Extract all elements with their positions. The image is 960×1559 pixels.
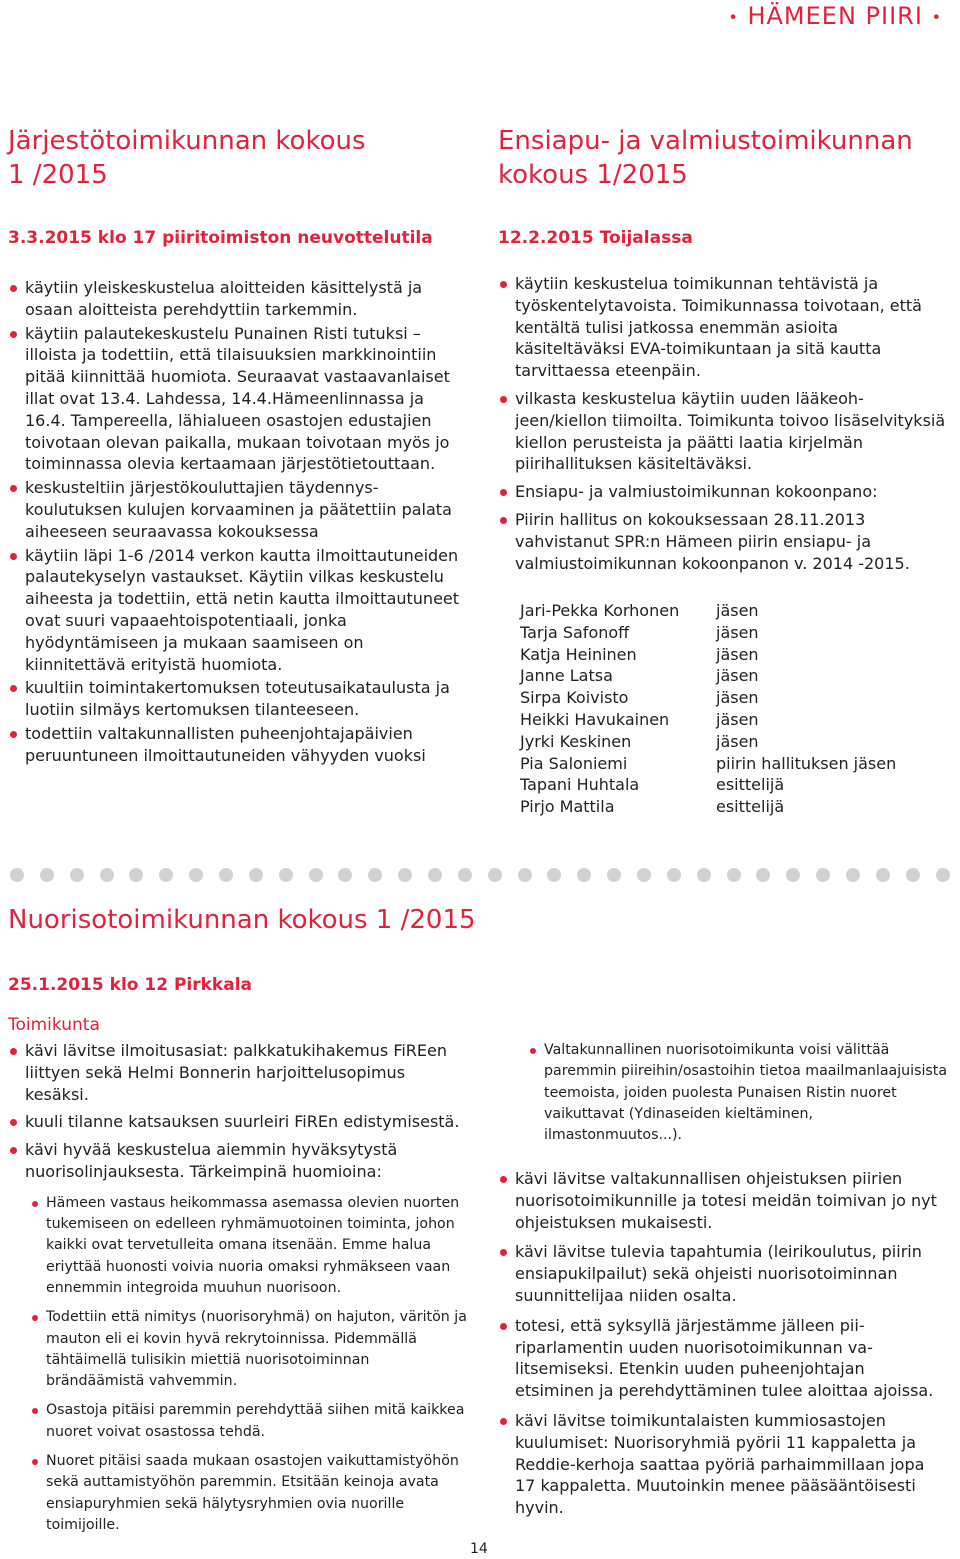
member-name: Jari-Pekka Korhonen (520, 601, 680, 620)
dot-separator (10, 868, 950, 882)
list-item: totesi, että syksyllä järjestämme jälleen piiriparlamentin uuden nuorisotoimikunnan valitsemiseksi. Etenkin uuden puheenjohtajan etsiminen ja perehdyttäminen tulee aloittaa ajoissa. (498, 1315, 948, 1402)
member-role: jäsen (716, 709, 759, 729)
right-bullet-list (498, 273, 948, 574)
separator-dot (846, 868, 860, 882)
separator-dot (936, 868, 950, 882)
page-number: 14 (470, 1541, 488, 1557)
separator-dot (10, 868, 24, 882)
separator-dot (70, 868, 84, 882)
left-title-line2: 1 /2015 (8, 160, 108, 190)
header-dot-right: • (931, 7, 942, 27)
member-name: Jyrki Keskinen (520, 731, 632, 751)
list-item: käytiin yleiskeskustelua aloitteiden käsittelystä ja osaan aloitteista perehdyttiin tarkemmin. (8, 277, 468, 321)
left-bullet-list (8, 277, 468, 767)
separator-dot (338, 868, 352, 882)
right-title (498, 124, 953, 192)
page-header (728, 2, 942, 30)
separator-dot (129, 868, 143, 882)
member-row (520, 600, 896, 622)
bottom-right-list (498, 1168, 948, 1519)
list-item: keskusteltiin järjestökouluttajien täydennyskoulutuksen kulujen korvaaminen ja päätettiin palata aiheeseen seuraavassa kokouksessa (8, 477, 468, 542)
separator-dot (488, 868, 502, 882)
member-role: esittelijä (716, 797, 785, 817)
separator-dot (577, 868, 591, 882)
bottom-label: Toimikunta (8, 1015, 100, 1035)
list-item: kuultiin toimintakertomuksen toteutusaikataulusta ja luotiin silmäys kertomuksen tilanteeseen. (8, 677, 468, 721)
member-row (520, 796, 896, 818)
separator-dot (428, 868, 442, 882)
separator-dot (249, 868, 263, 882)
list-item: kävi lävitse tulevia tapahtumia (leirikoulutus, piirin ensiapukilpailut) sekä ohjeisti nuorisotoiminnan suunnittelijaa niiden osalta. (498, 1241, 948, 1306)
list-item: Hämeen vastaus heikommassa asemassa olevien nuorten tukemiseen on edelleen ryhmämuotoinen toiminta, johon kaikki ovat tervetulleita omana itsenään. Emme halua eriyttää huonosti voivia nuoria omaksi ryhmäkseen vaan ennemmin integroida muuhun nuorisoon. (30, 1193, 468, 1299)
list-item: kävi hyvää keskustelua aiemmin hyväksytystä nuorisolinjauksesta. Tärkeimpinä huomioina: (8, 1139, 468, 1183)
list-item: kuuli tilanne katsauksen suurleiri FiREn edistymisestä. (8, 1111, 468, 1133)
member-row (520, 709, 896, 731)
bottom-subheading: 25.1.2015 klo 12 Pirkkala (8, 975, 252, 995)
separator-dot (697, 868, 711, 882)
right-subheading: 12.2.2015 Toijalassa (498, 228, 693, 248)
separator-dot (398, 868, 412, 882)
separator-dot (279, 868, 293, 882)
list-item: Osastoja pitäisi paremmin perehdyttää siihen mitä kaikkea nuoret voivat osastossa tehdä. (30, 1400, 468, 1443)
bottom-left-list (8, 1040, 468, 1183)
list-item: Ensiapu- ja valmiustoimikunnan kokoonpano: (498, 481, 948, 503)
member-row (520, 622, 896, 644)
member-role: jäsen (716, 622, 759, 642)
member-row (520, 731, 896, 753)
bottom-right-top-list (528, 1040, 950, 1146)
separator-dot (368, 868, 382, 882)
right-body (498, 273, 948, 576)
list-item: Todettiin että nimitys (nuorisoryhmä) on hajuton, väritön ja mauton eli ei kovin hyvä rekrytoinnissa. Pidemmällä tähtäimellä tulisikin miettiä nuorisotoiminnan brändäämistä vahvemmin. (30, 1307, 468, 1392)
right-section (498, 124, 953, 192)
list-item: kävi lävitse valtakunnallisen ohjeistuksen piirien nuorisotoimikunnille ja totesi meidän toimivan jo nyt ohjeistuksen mukaisesti. (498, 1168, 948, 1233)
list-item: käytiin läpi 1-6 /2014 verkon kautta ilmoittautuneiden palautekyselyn vastaukset. Käytiin vilkas keskustelu aiheesta ja todettiin, että netin kautta ilmoittautuneet ovat suuri vapaaehtoispotentiaali, jonka hyödyntämiseen ja mukaan saamiseen on kiinnitettävä erityistä huomiota. (8, 545, 468, 676)
list-item: vilkasta keskustelua käytiin uuden lääkeohjeen/kiellon tiimoilta. Toimikunta toivoo lisäselvityksiä kiellon perusteista ja päätti laatia kirjelmän piirihallituksen käsiteltäväksi. (498, 388, 948, 475)
member-role: jäsen (716, 601, 759, 620)
member-role: jäsen (716, 666, 759, 686)
member-role: jäsen (716, 688, 759, 708)
left-section (8, 124, 478, 192)
separator-dot (906, 868, 920, 882)
member-name: Sirpa Koivisto (520, 688, 629, 708)
bottom-left-body (8, 1040, 468, 1544)
members-block (520, 600, 950, 818)
member-name: Tapani Huhtala (520, 775, 640, 795)
right-title-line1: Ensiapu- ja valmiustoimikunnan (498, 126, 913, 156)
header-dot-left: • (728, 7, 739, 27)
members-table (520, 600, 896, 818)
separator-dot (876, 868, 890, 882)
list-item: todettiin valtakunnallisten puheenjohtajapäivien peruuntuneen ilmoittautuneiden vähyyden vuoksi (8, 723, 468, 767)
member-row (520, 644, 896, 666)
separator-dot (727, 868, 741, 882)
list-item: kävi lävitse ilmoitusasiat: palkkatukihakemus FiREen liittyen sekä Helmi Bonnerin harjoittelusopimus kesäksi. (8, 1040, 468, 1105)
left-subheading: 3.3.2015 klo 17 piiritoimiston neuvottelutila (8, 228, 433, 248)
member-row (520, 687, 896, 709)
member-role: jäsen (716, 731, 759, 751)
separator-dot (100, 868, 114, 882)
list-item: Nuoret pitäisi saada mukaan osastojen vaikuttamistyöhön sekä auttamistyöhön paremmin. Etsitään keinoja avata ensiapuryhmien sekä hälytysryhmien ovia nuorille toimijoille. (30, 1451, 468, 1536)
member-name: Katja Heininen (520, 644, 637, 664)
member-row (520, 753, 896, 775)
left-title-line1: Järjestötoimikunnan kokous (8, 126, 366, 156)
separator-dot (607, 868, 621, 882)
left-body (8, 277, 468, 769)
list-item: käytiin keskustelua toimikunnan tehtävistä ja työskentelytavoista. Toimikunnassa toivotaan, että kentältä tulisi jatkossa enemmän asioita käsiteltäväksi EVA-toimikuntaan ja sitä kautta tarvittaessa eteenpäin. (498, 273, 948, 382)
member-name: Janne Latsa (520, 666, 613, 686)
bottom-title-wrap (8, 903, 948, 937)
member-name: Pirjo Mattila (520, 797, 615, 817)
member-name: Heikki Havukainen (520, 709, 670, 729)
separator-dot (40, 868, 54, 882)
member-role: esittelijä (716, 775, 785, 795)
list-item: Valtakunnallinen nuorisotoimikunta voisi välittää paremmin piireihin/osastoihin tietoa maailmanlaajuisista teemoista, joiden puolesta Punaisen Ristin nuoret vaikuttavat (Ydinaseiden kieltäminen, ilmastonmuutos...). (528, 1040, 950, 1146)
separator-dot (786, 868, 800, 882)
separator-dot (756, 868, 770, 882)
list-item: Piirin hallitus on kokouksessaan 28.11.2013 vahvistanut SPR:n Hämeen piirin ensiapu- ja valmiustoimikunnan kokoonpanon v. 2014 -2015. (498, 509, 948, 574)
separator-dot (547, 868, 561, 882)
member-role: jäsen (716, 644, 759, 664)
separator-dot (816, 868, 830, 882)
list-item: käytiin palautekeskustelu Punainen Risti tutuksi –illoista ja todettiin, että tilaisuuksien markkinointiin pitää kiinnittää huomiota. Seuraavat vastaavanlaiset illat ovat 13.4. Lahdessa, 14.4.Hämeenlinnassa ja 16.4. Tampereella, lähialueen osastojen edustajien toivotaan olevan paikalla, mukaan toivotaan myös jo toiminnassa olevia kertaamaan järjestötietouttaan. (8, 323, 468, 476)
left-title (8, 124, 478, 192)
separator-dot (637, 868, 651, 882)
separator-dot (667, 868, 681, 882)
separator-dot (309, 868, 323, 882)
list-item: kävi lävitse toimikuntalaisten kummiosastojen kuulumiset: Nuorisoryhmiä pyörii 11 kappaletta ja Reddie-kerhoja saattaa pyöriä parhaimmillaan jopa 17 kappaletta. Muutoinkin menee pääsääntöisesti hyvin. (498, 1410, 948, 1519)
bottom-right-body (498, 1168, 948, 1521)
member-row (520, 665, 896, 687)
member-name: Tarja Safonoff (520, 622, 630, 642)
member-row (520, 774, 896, 796)
bottom-sub-list (30, 1193, 468, 1536)
right-title-line2: kokous 1/2015 (498, 160, 688, 190)
header-title: HÄMEEN PIIRI (747, 2, 923, 30)
member-name: Pia Saloniemi (520, 753, 628, 773)
separator-dot (189, 868, 203, 882)
bottom-title: Nuorisotoimikunnan kokous 1 /2015 (8, 905, 476, 935)
separator-dot (159, 868, 173, 882)
member-role: piirin hallituksen jäsen (716, 753, 897, 773)
bottom-right-top (528, 1040, 950, 1154)
separator-dot (518, 868, 532, 882)
separator-dot (219, 868, 233, 882)
separator-dot (458, 868, 472, 882)
